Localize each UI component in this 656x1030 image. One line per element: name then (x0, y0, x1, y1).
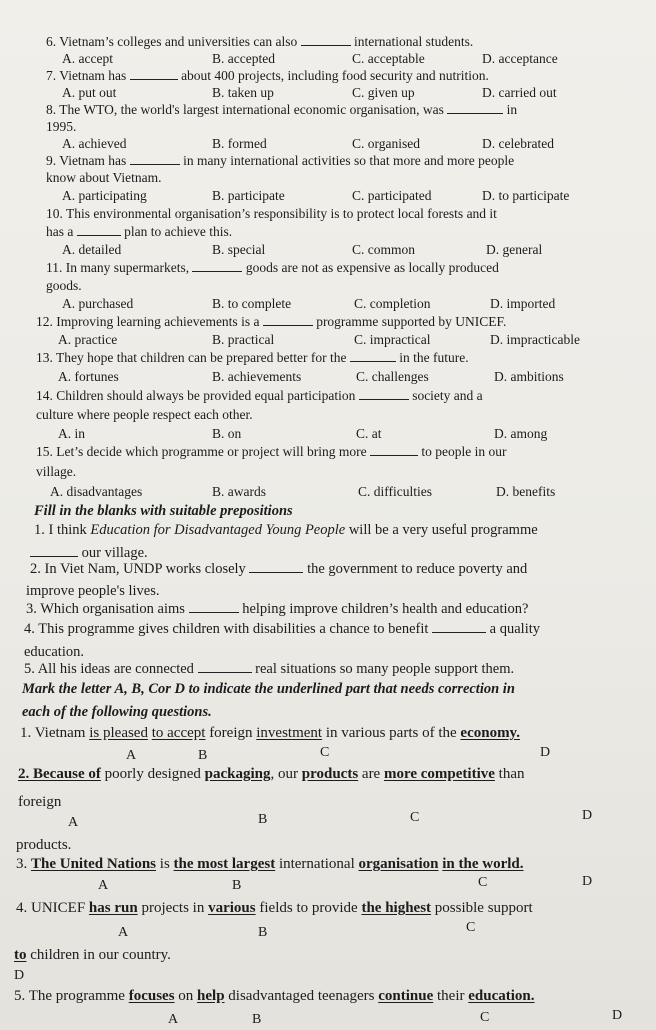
letter-b: B (258, 812, 268, 827)
letter-c: C (466, 920, 476, 935)
option-a: A. disadvantages (50, 484, 143, 499)
option-c: C. at (356, 426, 382, 441)
option-a: A. accept (62, 51, 113, 66)
question-8-cont: 1995. (46, 119, 77, 134)
blank (198, 661, 252, 673)
section-heading-correction: Mark the letter A, B, Cor D to indicate the underlined part that needs correction in (22, 681, 515, 697)
option-d: D. impracticable (490, 332, 580, 347)
letter-c: C (480, 1010, 490, 1025)
letter-a: A (126, 748, 137, 763)
question-14: 14. Children should always be provided equal participation society and a (36, 388, 483, 403)
question-15: 15. Let’s decide which programme or project will bring more to people in our (36, 444, 507, 459)
error-question-1: 1. Vietnam is pleased to accept foreign investment in various parts of the economy. (20, 725, 520, 741)
section-heading-prepositions: Fill in the blanks with suitable prepositions (34, 503, 293, 519)
option-c: C. common (352, 242, 415, 257)
question-9: 9. Vietnam has in many international activities so that more and more people (46, 153, 515, 168)
question-11-cont: goods. (46, 278, 82, 293)
option-b: B. participate (212, 188, 285, 203)
option-c: C. challenges (356, 369, 429, 384)
option-d: D. imported (490, 296, 556, 311)
letter-d: D (582, 808, 593, 823)
option-d: D. carried out (482, 85, 557, 100)
letter-b: B (232, 878, 242, 893)
question-6: 6. Vietnam’s colleges and universities can also international students. (46, 34, 474, 49)
fill-5: 5. All his ideas are connected real situations so many people support them. (24, 661, 515, 677)
option-a: A. participating (62, 188, 147, 203)
option-d: D. general (486, 242, 543, 257)
fill-3: 3. Which organisation aims helping improve children’s health and education? (26, 601, 529, 617)
error-question-5: 5. The programme focuses on help disadvantaged teenagers continue their education. (14, 988, 535, 1004)
option-a: A. put out (62, 85, 117, 100)
option-c: C. given up (352, 85, 415, 100)
letter-d: D (612, 1008, 623, 1023)
option-b: B. to complete (212, 296, 292, 311)
fill-4-cont: education. (24, 644, 84, 660)
fill-4: 4. This programme gives children with disabilities a chance to benefit a quality (24, 621, 541, 637)
question-12: 12. Improving learning achievements is a programme supported by UNICEF. (36, 314, 507, 329)
fill-1: 1. I think Education for Disadvantaged Young People will be a very useful programme (34, 522, 538, 538)
letter-c: C (410, 810, 420, 825)
fill-2: 2. In Viet Nam, UNDP works closely the government to reduce poverty and (30, 561, 528, 577)
blank (359, 388, 409, 400)
error-question-4-cont: to children in our country. (14, 947, 171, 963)
blank (130, 153, 180, 165)
question-14-cont: culture where people respect each other. (36, 407, 253, 422)
blank (447, 102, 503, 114)
blank (301, 34, 351, 46)
option-b: B. on (212, 426, 242, 441)
option-c: C. completion (354, 296, 431, 311)
blank (263, 314, 313, 326)
option-d: D. to participate (482, 188, 570, 203)
blank (350, 350, 396, 362)
option-c: C. organised (352, 136, 420, 151)
letter-b: B (252, 1012, 262, 1027)
question-15-cont: village. (36, 464, 77, 479)
blank (77, 224, 121, 236)
question-8: 8. The WTO, the world's largest international economic organisation, was in (46, 102, 518, 117)
option-a: A. detailed (62, 242, 122, 257)
blank (370, 444, 418, 456)
option-c: C. impractical (354, 332, 431, 347)
fill-1-cont: our village. (30, 544, 148, 562)
blank (192, 260, 242, 272)
option-a: A. in (58, 426, 85, 441)
letter-c: C (478, 875, 488, 890)
blank (30, 545, 78, 557)
option-d: D. among (494, 426, 548, 441)
option-d: D. celebrated (482, 136, 554, 151)
question-10-cont: has a plan to achieve this. (46, 224, 233, 239)
question-9-cont: know about Vietnam. (46, 170, 162, 185)
question-7: 7. Vietnam has about 400 projects, including food security and nutrition. (46, 68, 489, 83)
option-b: B. special (212, 242, 266, 257)
option-a: A. purchased (62, 296, 134, 311)
error-question-2-end: products. (16, 837, 72, 853)
option-a: A. practice (58, 332, 118, 347)
option-b: B. taken up (212, 85, 274, 100)
option-b: B. awards (212, 484, 266, 499)
option-d: D. ambitions (494, 369, 564, 384)
option-a: A. fortunes (58, 369, 119, 384)
error-question-4: 4. UNICEF has run projects in various fields to provide the highest possible support (16, 900, 533, 916)
option-c: C. participated (352, 188, 432, 203)
letter-a: A (68, 815, 79, 830)
letter-d: D (540, 745, 551, 760)
letter-b: B (258, 925, 268, 940)
letter-d: D (582, 874, 593, 889)
option-c: C. difficulties (358, 484, 432, 499)
option-c: C. acceptable (352, 51, 425, 66)
letter-d: D (14, 968, 25, 983)
blank (130, 68, 178, 80)
question-11: 11. In many supermarkets, goods are not as expensive as locally produced (46, 260, 499, 275)
blank (432, 621, 486, 633)
question-10: 10. This environmental organisation’s responsibility is to protect local forests and it (46, 206, 497, 221)
option-b: B. achievements (212, 369, 302, 384)
letter-c: C (320, 745, 330, 760)
option-b: B. practical (212, 332, 275, 347)
error-question-2-cont: foreign (18, 794, 62, 810)
error-question-3: 3. The United Nations is the most largest international organisation in the world. (16, 856, 524, 872)
fill-2-cont: improve people's lives. (26, 583, 160, 599)
section-heading-correction-cont: each of the following questions. (22, 704, 212, 720)
option-a: A. achieved (62, 136, 127, 151)
blank (249, 561, 303, 573)
error-question-2: 2. Because of poorly designed packaging, our products are more competitive than (18, 766, 525, 782)
letter-b: B (198, 748, 208, 763)
letter-a: A (118, 925, 129, 940)
option-b: B. formed (212, 136, 267, 151)
option-d: D. benefits (496, 484, 556, 499)
question-13: 13. They hope that children can be prepared better for the in the future. (36, 350, 469, 365)
option-d: D. acceptance (482, 51, 558, 66)
option-b: B. accepted (212, 51, 275, 66)
blank (189, 601, 239, 613)
letter-a: A (98, 878, 109, 893)
letter-a: A (168, 1012, 179, 1027)
